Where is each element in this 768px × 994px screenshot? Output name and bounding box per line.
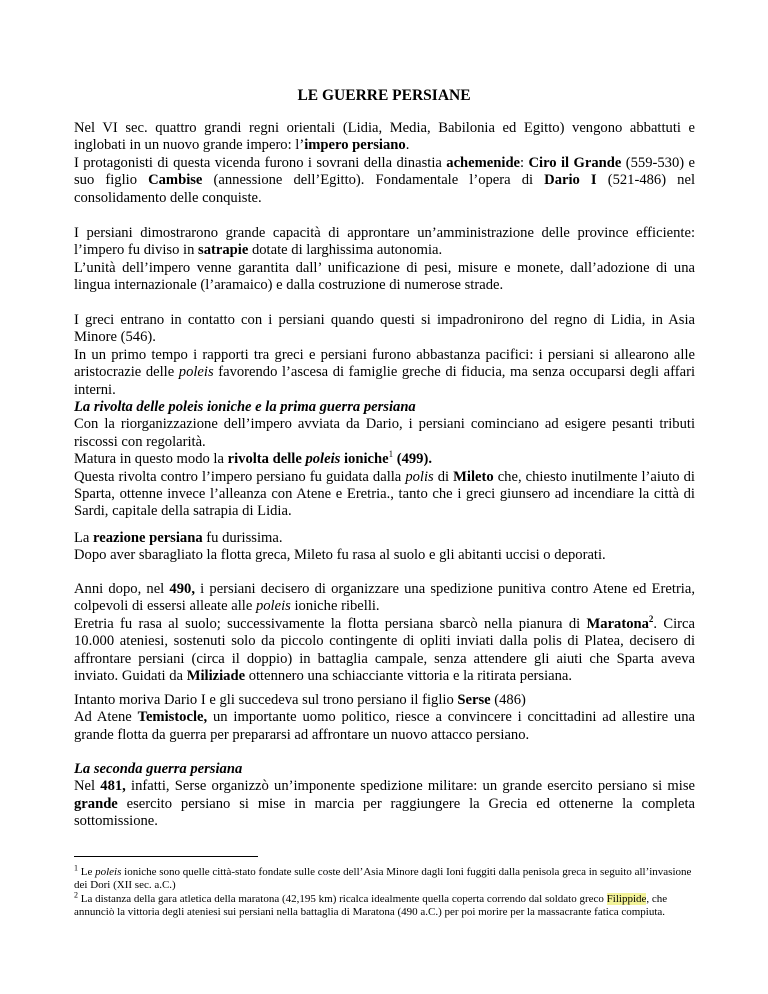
text: fu durissima. [202,530,283,546]
text: I protagonisti di questa vicenda furono i sovrani della dinastia [74,154,447,171]
text: (559-530) e suo figlio [74,154,695,189]
text: (annessione dell’Egitto). Fondamentale l’opera di [202,172,545,189]
paragraph [74,692,695,709]
footnote-1 [74,863,695,892]
text: ioniche sono quelle città-stato fondate sulle coste dell’Asia Minore dagli Ioni fuggiti dalla penisola greca in seguito all’invasione dei Dori (XII sec. a.C.) [74,866,692,892]
text: infatti, Serse organizzò un’imponente spedizione militare: un grande esercito persiano si mise [125,778,695,795]
footnote-ref[interactable]: 1 [388,449,394,460]
text: : [520,154,529,171]
text: In un primo tempo i rapporti tra greci e persiani furono abbastanza pacifici: i persiani si allearono alle aristocrazie delle [74,346,695,381]
paragraph [74,451,695,468]
paragraph [74,225,695,260]
paragraph: Con la riorganizzazione dell’impero avviata da Dario, i persiani cominciano ad esigere pesanti tributi riscossi con regolarità. [74,416,695,450]
text: favorendo l’ascesa di famiglie greche di fiducia, ma senza occuparsi degli affari interni. [74,364,696,398]
text: Nel VI sec. quattro grandi regni orientali (Lidia, Media, Babilonia ed Egitto) vengono abbattuti e inglobati in un nuovo grande impero: l’ [74,120,695,154]
bold-term: Temistocle, [137,709,208,726]
paragraph [74,581,695,616]
paragraph [74,155,695,207]
text: di [433,468,454,485]
second-war-section [74,761,695,831]
text: Ad Atene [74,709,138,726]
bold-term: 481, [100,778,126,795]
paragraph [74,613,695,686]
text: Le [78,866,96,878]
text: i persiani decisero di organizzare una spedizione punitiva contro Atene ed Eretria, colpevoli di essersi alleate alle [74,581,695,615]
intro-section [74,120,695,207]
text: (521-486) nel consolidamento delle conquiste. [74,172,696,206]
contact-section [74,312,695,399]
paragraph [74,469,695,521]
italic-term: poleis [95,866,122,878]
paragraph: I greci entrano in contatto con i persiani quando questi si impadronirono del regno di Lidia, in Asia Minore (546). [74,312,695,346]
administration-section [74,225,695,295]
footnote-divider [74,856,258,857]
themistocles-section [74,692,695,744]
italic-term: poleis [255,598,291,615]
italic-term: poleis [178,364,214,381]
first-war-section [74,399,695,521]
text: Matura in questo modo la [74,451,228,468]
bold-term: Dario I [544,172,597,189]
section-heading: La seconda guerra persiana [74,761,243,777]
text: Questa rivolta contro l’impero persiano fu guidata dalla [74,468,406,485]
text: . [405,137,410,154]
text: (486) [490,692,526,708]
bold-term: Cambise [148,172,203,189]
text: Anni dopo, nel [74,581,170,597]
text: dotate di larghissima autonomia. [248,242,443,259]
bold-term: Maratona [586,615,649,632]
text: I persiani dimostrarono grande capacità di approntare un’amministrazione delle province efficiente: l’impero fu diviso in [74,225,695,259]
bold-term: reazione persiana [93,530,203,546]
bold-term: 490, [169,581,195,597]
highlighted-name: Filippide [606,893,647,905]
bold-term: satrapie [198,242,249,259]
footnote-number: 2 [74,890,78,900]
paragraph: L’unità dell’impero venne garantita dall’ unificazione di pesi, misure e monete, dall’adozione di una lingua internazionale (l’aramaico) e dalla costruzione di numerose strade. [74,259,695,294]
reaction-section [74,530,695,565]
bold-term: Mileto [453,468,494,485]
page-title: LE GUERRE PERSIANE [297,87,471,104]
text: Intanto moriva Dario I e gli succedeva sul trono persiano il figlio [74,692,458,708]
paragraph [74,347,695,399]
footnote-2 [74,890,695,919]
paragraph: Dopo aver sbaragliato la flotta greca, Mileto fu rasa al suolo e gli abitanti uccisi o deporati. [74,547,606,564]
paragraph [74,778,695,830]
bold-term: impero persiano [304,137,406,154]
text: esercito persiano si mise in marcia per raggiungere la Grecia ed ottenerne la completa sottomissione. [74,795,695,830]
marathon-section [74,581,695,685]
text: che, chiesto inutilmente l’aiuto di Sparta, ottenne invece l’alleanza con Atene e Eretria., tanto che i greci giunsero ad incendiare la città di Sardi, capitale della satrapia di Lidia. [74,468,695,520]
text: La [74,530,94,546]
bold-term: Ciro il Grande [528,154,622,171]
text: La distanza della gara atletica della maratona (42,195 km) ricalca idealmente quella coperta correndo dal soldato greco [78,893,607,905]
bold-term: Serse [457,692,491,708]
footnote-ref[interactable]: 2 [648,613,654,624]
text: Eretria fu rasa al suolo; successivamente la flotta persiana sbarcò nella pianura di [74,615,587,632]
bold-term: grande [74,795,118,812]
footnote-number: 1 [74,863,78,873]
text: . Circa 10.000 ateniesi, sostenuti solo da piccolo contingente di opliti inviati dalla polis di Platea, decisero di affrontare persiani (circa il doppio) in battaglia campale, senza attendere gli aiuti che Sparta aveva inviato. Guidati da [74,615,695,685]
paragraph [74,709,695,744]
text: un importante uomo politico, riesce a convincere i concittadini ad allestire una grande flotta da guerra per prepararsi ad affrontare un nuovo attacco persiano. [74,709,695,743]
italic-term: polis [405,468,434,485]
bold-term: ioniche [340,451,389,468]
bold-term: Miliziade [186,668,246,685]
bold-term: (499). [393,451,432,468]
text: ioniche ribelli. [290,598,380,615]
bold-term: achemenide [446,154,521,171]
bold-italic-term: poleis [305,451,341,468]
bold-term: rivolta delle [227,451,306,468]
section-heading: La rivolta delle poleis ioniche e la prima guerra persiana [74,399,416,415]
paragraph [74,530,695,547]
paragraph [74,120,695,155]
text: , che annunciò la vittoria degli ateniesi sui persiani nella battaglia di Maratona (490 a.C.) per poi morire per la massacrante fatica compiuta. [74,893,668,919]
text: ottennero una schiacciante vittoria e la ritirata persiana. [245,668,573,685]
text: Nel [74,778,101,795]
